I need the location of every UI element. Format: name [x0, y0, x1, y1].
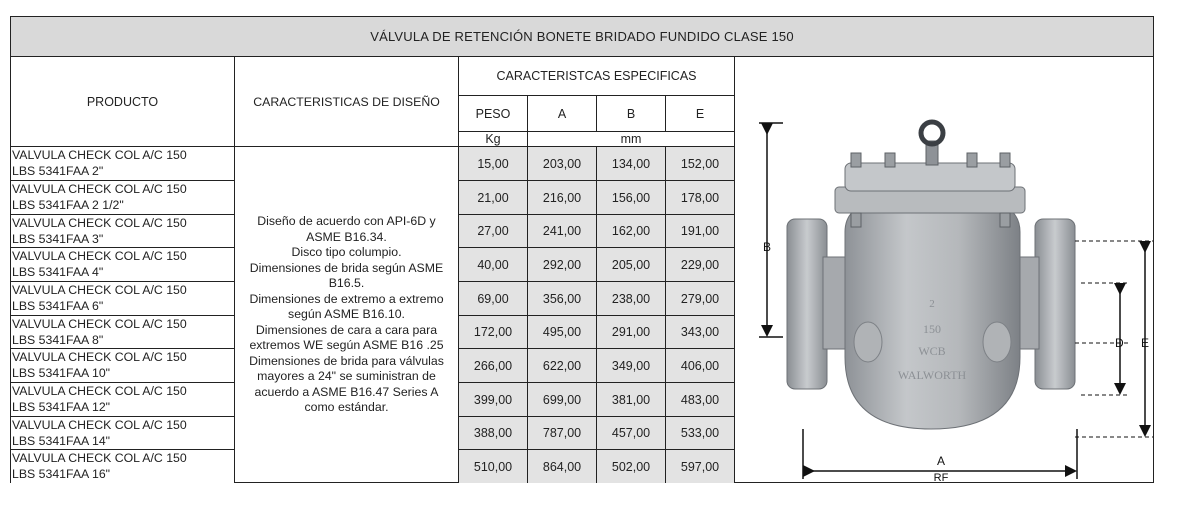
- a-cell: 292,00: [528, 248, 597, 282]
- design-line: extremos WE según ASME B16 .25: [249, 338, 444, 353]
- product-line-2: LBS 5341FAA 2": [12, 164, 104, 178]
- header-especificas: [459, 57, 735, 96]
- dim-b-label: B: [763, 240, 772, 254]
- peso-cell: 266,00: [459, 349, 528, 383]
- product-line-1: VALVULA CHECK COL A/C 150: [12, 249, 187, 263]
- e-cell: 229,00: [666, 248, 735, 282]
- sheet-title: VÁLVULA DE RETENCIÓN BONETE BRIDADO FUNDIDO CLASE 150: [11, 17, 1153, 57]
- e-cell: 483,00: [666, 383, 735, 417]
- valve-spec-sheet: [10, 16, 1154, 483]
- product-line-2: LBS 5341FAA 3": [12, 232, 104, 246]
- header-especificas-label: CARACTERISTCAS ESPECIFICAS: [496, 69, 697, 83]
- header-e: [666, 96, 735, 132]
- dim-e-label: E: [1141, 336, 1150, 350]
- product-line-1: VALVULA CHECK COL A/C 150: [12, 148, 187, 162]
- header-diseno-label: CARACTERISTICAS DE DISEÑO: [253, 94, 440, 109]
- peso-cell: 15,00: [459, 147, 528, 181]
- b-cell: 162,00: [597, 215, 666, 248]
- product-cell: [11, 248, 235, 282]
- header-producto-label: PRODUCTO: [86, 94, 159, 109]
- bonnet: [845, 163, 1015, 191]
- header-a: [528, 96, 597, 132]
- peso-cell: 40,00: [459, 248, 528, 282]
- e-cell: 191,00: [666, 215, 735, 248]
- unit-mm: [528, 132, 735, 147]
- dim-rf-label: RF: [933, 472, 949, 483]
- product-line-1: VALVULA CHECK COL A/C 150: [12, 182, 187, 196]
- valve-body: [845, 202, 1020, 429]
- b-cell: 291,00: [597, 316, 666, 349]
- a-cell: 864,00: [528, 450, 597, 483]
- unit-kg: [459, 132, 528, 147]
- product-line-2: LBS 5341FAA 2 1/2": [12, 198, 124, 212]
- product-line-1: VALVULA CHECK COL A/C 150: [12, 418, 187, 432]
- design-line: B16.5.: [328, 276, 365, 291]
- e-cell: 343,00: [666, 316, 735, 349]
- product-cell: [11, 450, 235, 483]
- b-cell: 238,00: [597, 282, 666, 316]
- e-cell: 152,00: [666, 147, 735, 181]
- design-line: Diseño de acuerdo con API-6D y: [257, 214, 436, 229]
- product-line-2: LBS 5341FAA 6": [12, 299, 104, 313]
- product-line-2: LBS 5341FAA 10": [12, 366, 111, 380]
- product-cell: [11, 215, 235, 248]
- left-flange: [787, 219, 827, 389]
- design-line: Dimensiones de brida para válvulas: [249, 353, 444, 368]
- header-b: [597, 96, 666, 132]
- a-cell: 216,00: [528, 181, 597, 215]
- a-cell: 356,00: [528, 282, 597, 316]
- unit-kg-label: Kg: [485, 132, 501, 146]
- product-line-1: VALVULA CHECK COL A/C 150: [12, 451, 187, 465]
- product-line-2: LBS 5341FAA 4": [12, 265, 104, 279]
- product-line-1: VALVULA CHECK COL A/C 150: [12, 384, 187, 398]
- a-cell: 622,00: [528, 349, 597, 383]
- product-line-2: LBS 5341FAA 8": [12, 333, 104, 347]
- dim-a-label: A: [936, 454, 946, 468]
- b-cell: 457,00: [597, 417, 666, 450]
- product-line-2: LBS 5341FAA 14": [12, 434, 111, 448]
- peso-cell: 21,00: [459, 181, 528, 215]
- design-characteristics: [235, 147, 459, 483]
- product-cell: [11, 181, 235, 215]
- cast-size: 2: [929, 298, 935, 310]
- design-line: Dimensiones de extremo a extremo: [249, 291, 444, 306]
- design-line: Disco tipo columpio.: [291, 245, 402, 260]
- peso-cell: 172,00: [459, 316, 528, 349]
- b-cell: 349,00: [597, 349, 666, 383]
- e-cell: 178,00: [666, 181, 735, 215]
- product-cell: [11, 147, 235, 181]
- header-a-label: A: [557, 106, 567, 121]
- valve-drawing: [735, 57, 1153, 483]
- header-diseno: [235, 57, 459, 147]
- product-cell: [11, 349, 235, 383]
- design-line: acuerdo a ASME B16.47 Series A: [254, 384, 439, 399]
- b-cell: 205,00: [597, 248, 666, 282]
- peso-cell: 69,00: [459, 282, 528, 316]
- product-cell: [11, 417, 235, 450]
- peso-cell: 399,00: [459, 383, 528, 417]
- unit-mm-label: mm: [620, 132, 642, 146]
- product-cell: [11, 282, 235, 316]
- design-line: Dimensiones de brida según ASME: [249, 260, 444, 275]
- design-line: Dimensiones de cara a cara para: [255, 322, 438, 337]
- e-cell: 406,00: [666, 349, 735, 383]
- product-line-1: VALVULA CHECK COL A/C 150: [12, 350, 187, 364]
- design-line: como estándar.: [304, 400, 389, 415]
- a-cell: 787,00: [528, 417, 597, 450]
- product-line-2: LBS 5341FAA 16": [12, 467, 111, 481]
- header-peso: [459, 96, 528, 132]
- cast-class: 150: [923, 322, 941, 336]
- cast-brand: WALWORTH: [897, 368, 967, 382]
- a-cell: 203,00: [528, 147, 597, 181]
- design-line: ASME B16.34.: [306, 229, 387, 244]
- peso-cell: 510,00: [459, 450, 528, 483]
- b-cell: 502,00: [597, 450, 666, 483]
- product-line-2: LBS 5341FAA 12": [12, 400, 111, 414]
- a-cell: 699,00: [528, 383, 597, 417]
- e-cell: 533,00: [666, 417, 735, 450]
- b-cell: 134,00: [597, 147, 666, 181]
- dim-d-label: D: [1115, 336, 1124, 350]
- header-peso-label: PESO: [475, 106, 511, 121]
- peso-cell: 27,00: [459, 215, 528, 248]
- product-line-1: VALVULA CHECK COL A/C 150: [12, 317, 187, 331]
- e-cell: 597,00: [666, 450, 735, 483]
- header-e-label: E: [695, 106, 705, 121]
- b-cell: 156,00: [597, 181, 666, 215]
- design-line: mayores a 24" se suministran de: [257, 369, 436, 384]
- e-cell: 279,00: [666, 282, 735, 316]
- header-b-label: B: [626, 106, 636, 121]
- design-line: según ASME B16.10.: [288, 307, 405, 322]
- cast-material: WCB: [918, 344, 946, 358]
- a-cell: 495,00: [528, 316, 597, 349]
- b-cell: 381,00: [597, 383, 666, 417]
- header-producto: [11, 57, 235, 147]
- peso-cell: 388,00: [459, 417, 528, 450]
- valve-illustration: [735, 57, 1153, 483]
- product-line-1: VALVULA CHECK COL A/C 150: [12, 216, 187, 230]
- a-cell: 241,00: [528, 215, 597, 248]
- product-cell: [11, 383, 235, 417]
- right-flange: [1035, 219, 1075, 389]
- product-line-1: VALVULA CHECK COL A/C 150: [12, 283, 187, 297]
- product-cell: [11, 316, 235, 349]
